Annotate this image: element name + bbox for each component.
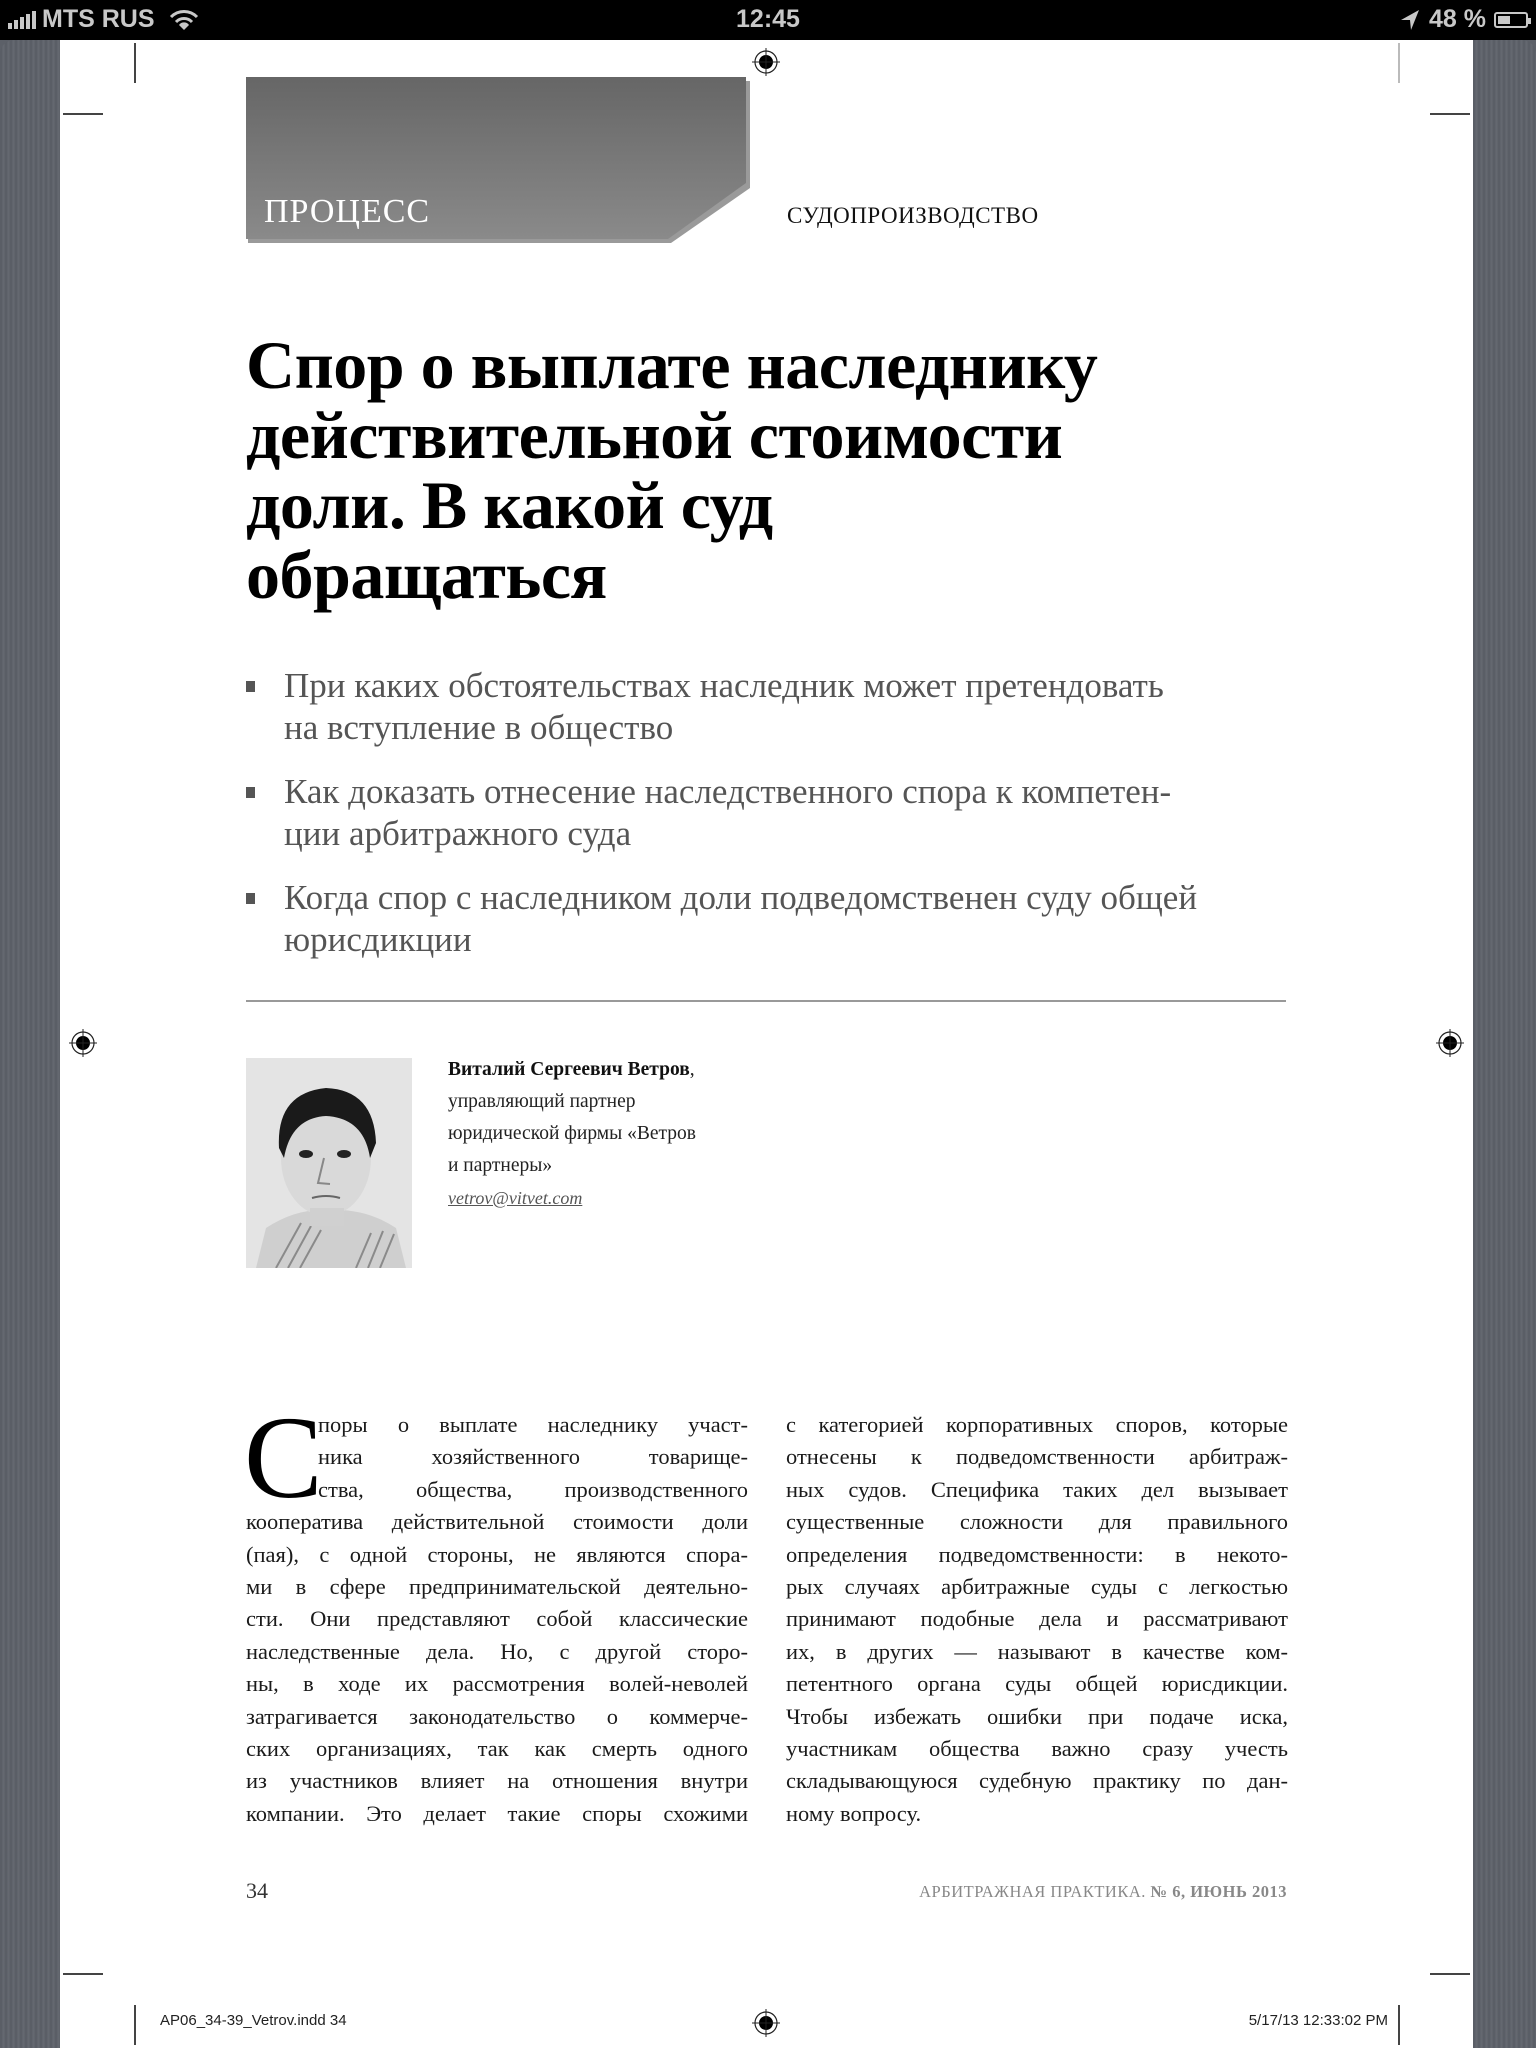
article-title	[246, 327, 1246, 613]
body-line: рых случаях арбитражные суды с легкостью	[786, 1573, 1288, 1599]
status-bar	[0, 0, 1536, 40]
summary-bullets	[246, 665, 1326, 983]
author-name: Виталий Сергеевич Ветров	[448, 1059, 690, 1080]
section-header-box	[246, 77, 750, 243]
battery-level	[1498, 16, 1510, 24]
bullet-line: Когда спор с наследником доли подведомственен суду общей	[284, 878, 1198, 917]
journal-footer	[919, 1882, 1287, 1902]
slug-filename: AP06_34-39_Vetrov.indd 34	[160, 2012, 347, 2029]
body-line: петентного органа суды общей юрисдикции.	[786, 1671, 1288, 1697]
crop-mark	[63, 1973, 103, 1975]
subsection-label: СУДОПРОИЗВОДСТВО	[787, 203, 1039, 228]
body-line: кооператива действительной стоимости доли	[246, 1509, 748, 1535]
body-line: (пая), с одной стороны, не являются спора-	[246, 1541, 748, 1567]
title-line: действительной стоимости	[246, 397, 1063, 473]
author-email-link[interactable]: vetrov@vitvet.com	[448, 1188, 583, 1208]
title-line: доли. В какой суд	[246, 467, 773, 543]
body-line: участникам общества важно сразу учесть	[786, 1735, 1288, 1761]
body-line: Чтобы избежать ошибки при подаче иска,	[786, 1703, 1288, 1729]
body-line: с категорией корпоративных споров, которые	[786, 1412, 1288, 1437]
body-line: ных судов. Специфика таких дел вызывает	[786, 1476, 1288, 1502]
crop-mark	[134, 43, 136, 83]
body-line: принимают подобные дела и рассматривают	[786, 1606, 1288, 1632]
bullet-line: ции арбитражного суда	[284, 814, 632, 853]
bullet-line: Как доказать отнесение наследственного спора к компетен-	[284, 772, 1172, 811]
author-role-line: и партнеры»	[448, 1155, 553, 1176]
registration-mark-icon	[1436, 1029, 1464, 1057]
journal-name: АРБИТРАЖНАЯ ПРАКТИКА.	[919, 1882, 1146, 1901]
crop-mark	[63, 113, 103, 115]
author-photo	[246, 1058, 412, 1268]
bullet-square-icon	[246, 681, 255, 692]
bullet-item	[246, 665, 1326, 749]
crop-mark	[134, 2005, 136, 2045]
body-line: складывающуюся судебную практику по дан-	[786, 1768, 1288, 1794]
location-arrow-icon	[1399, 8, 1421, 32]
crop-mark	[1398, 2005, 1400, 2045]
body-line: ны, в ходе их рассмотрения волей-неволей	[246, 1671, 748, 1697]
body-line: наследственные дела. Но, с другой сторо-	[246, 1638, 748, 1664]
bullet-line: на вступление в общество	[284, 708, 674, 747]
registration-mark-icon	[69, 1029, 97, 1057]
body-line: ских организациях, так как смерть одного	[246, 1735, 748, 1761]
title-line: Спор о выплате наследнику	[246, 327, 1098, 403]
body-line: затрагивается законодательство о коммерче-	[246, 1703, 748, 1729]
body-line: сти. Они представляют собой классические	[246, 1606, 748, 1632]
slug-datetime: 5/17/13 12:33:02 PM	[1248, 2012, 1388, 2029]
body-line: определения подведомственности: в некото-	[786, 1541, 1288, 1567]
body-line: ми в сфере предпринимательской деятельно-	[246, 1573, 748, 1599]
carrier-name: MTS RUS	[42, 5, 155, 33]
bullet-line: юрисдикции	[284, 920, 472, 959]
body-line: отнесены к подведомственности арбитраж-	[786, 1444, 1288, 1470]
bullet-item	[246, 877, 1326, 961]
battery-percent: 48 %	[1429, 5, 1486, 33]
body-column-right	[786, 1409, 1288, 1830]
bullet-square-icon	[246, 787, 255, 798]
registration-mark-icon	[752, 48, 780, 76]
clock: 12:45	[736, 5, 800, 33]
author-role-line: юридической фирмы «Ветров	[448, 1123, 696, 1144]
author-role-line: управляющий партнер	[448, 1091, 636, 1112]
body-line: ника хозяйственного товарище-	[318, 1444, 748, 1470]
section-label: ПРОЦЕСС	[264, 193, 431, 230]
drop-cap: С	[244, 1392, 323, 1523]
divider	[246, 1000, 1286, 1002]
battery-icon	[1494, 12, 1528, 28]
body-line: их, в других — называют в качестве ком-	[786, 1638, 1288, 1664]
registration-mark-icon	[752, 2009, 780, 2037]
author-bio	[448, 1054, 768, 1214]
author-name-suffix: ,	[689, 1059, 695, 1080]
crop-mark	[1430, 113, 1470, 115]
left-margin-texture	[0, 40, 60, 2048]
body-line: поры о выплате наследнику участ-	[318, 1412, 748, 1437]
title-line: обращаться	[246, 537, 607, 613]
bullet-item	[246, 771, 1326, 855]
body-line: ства, общества, производственного	[318, 1476, 748, 1502]
body-line: из участников влияет на отношения внутри	[246, 1768, 748, 1794]
body-line: существенные сложности для правильного	[786, 1509, 1288, 1535]
bullet-line: При каких обстоятельствах наследник может претендовать	[284, 666, 1164, 705]
right-margin-texture	[1473, 40, 1536, 2048]
journal-issue: № 6, ИЮНЬ 2013	[1150, 1882, 1287, 1901]
page-number: 34	[246, 1878, 268, 1903]
crop-mark	[1430, 1973, 1470, 1975]
body-line: ному вопросу.	[786, 1800, 922, 1826]
bullet-square-icon	[246, 893, 255, 904]
crop-mark	[1398, 43, 1400, 83]
body-column-left	[244, 1392, 748, 1830]
body-line: компании. Это делает такие споры схожими	[246, 1800, 748, 1826]
